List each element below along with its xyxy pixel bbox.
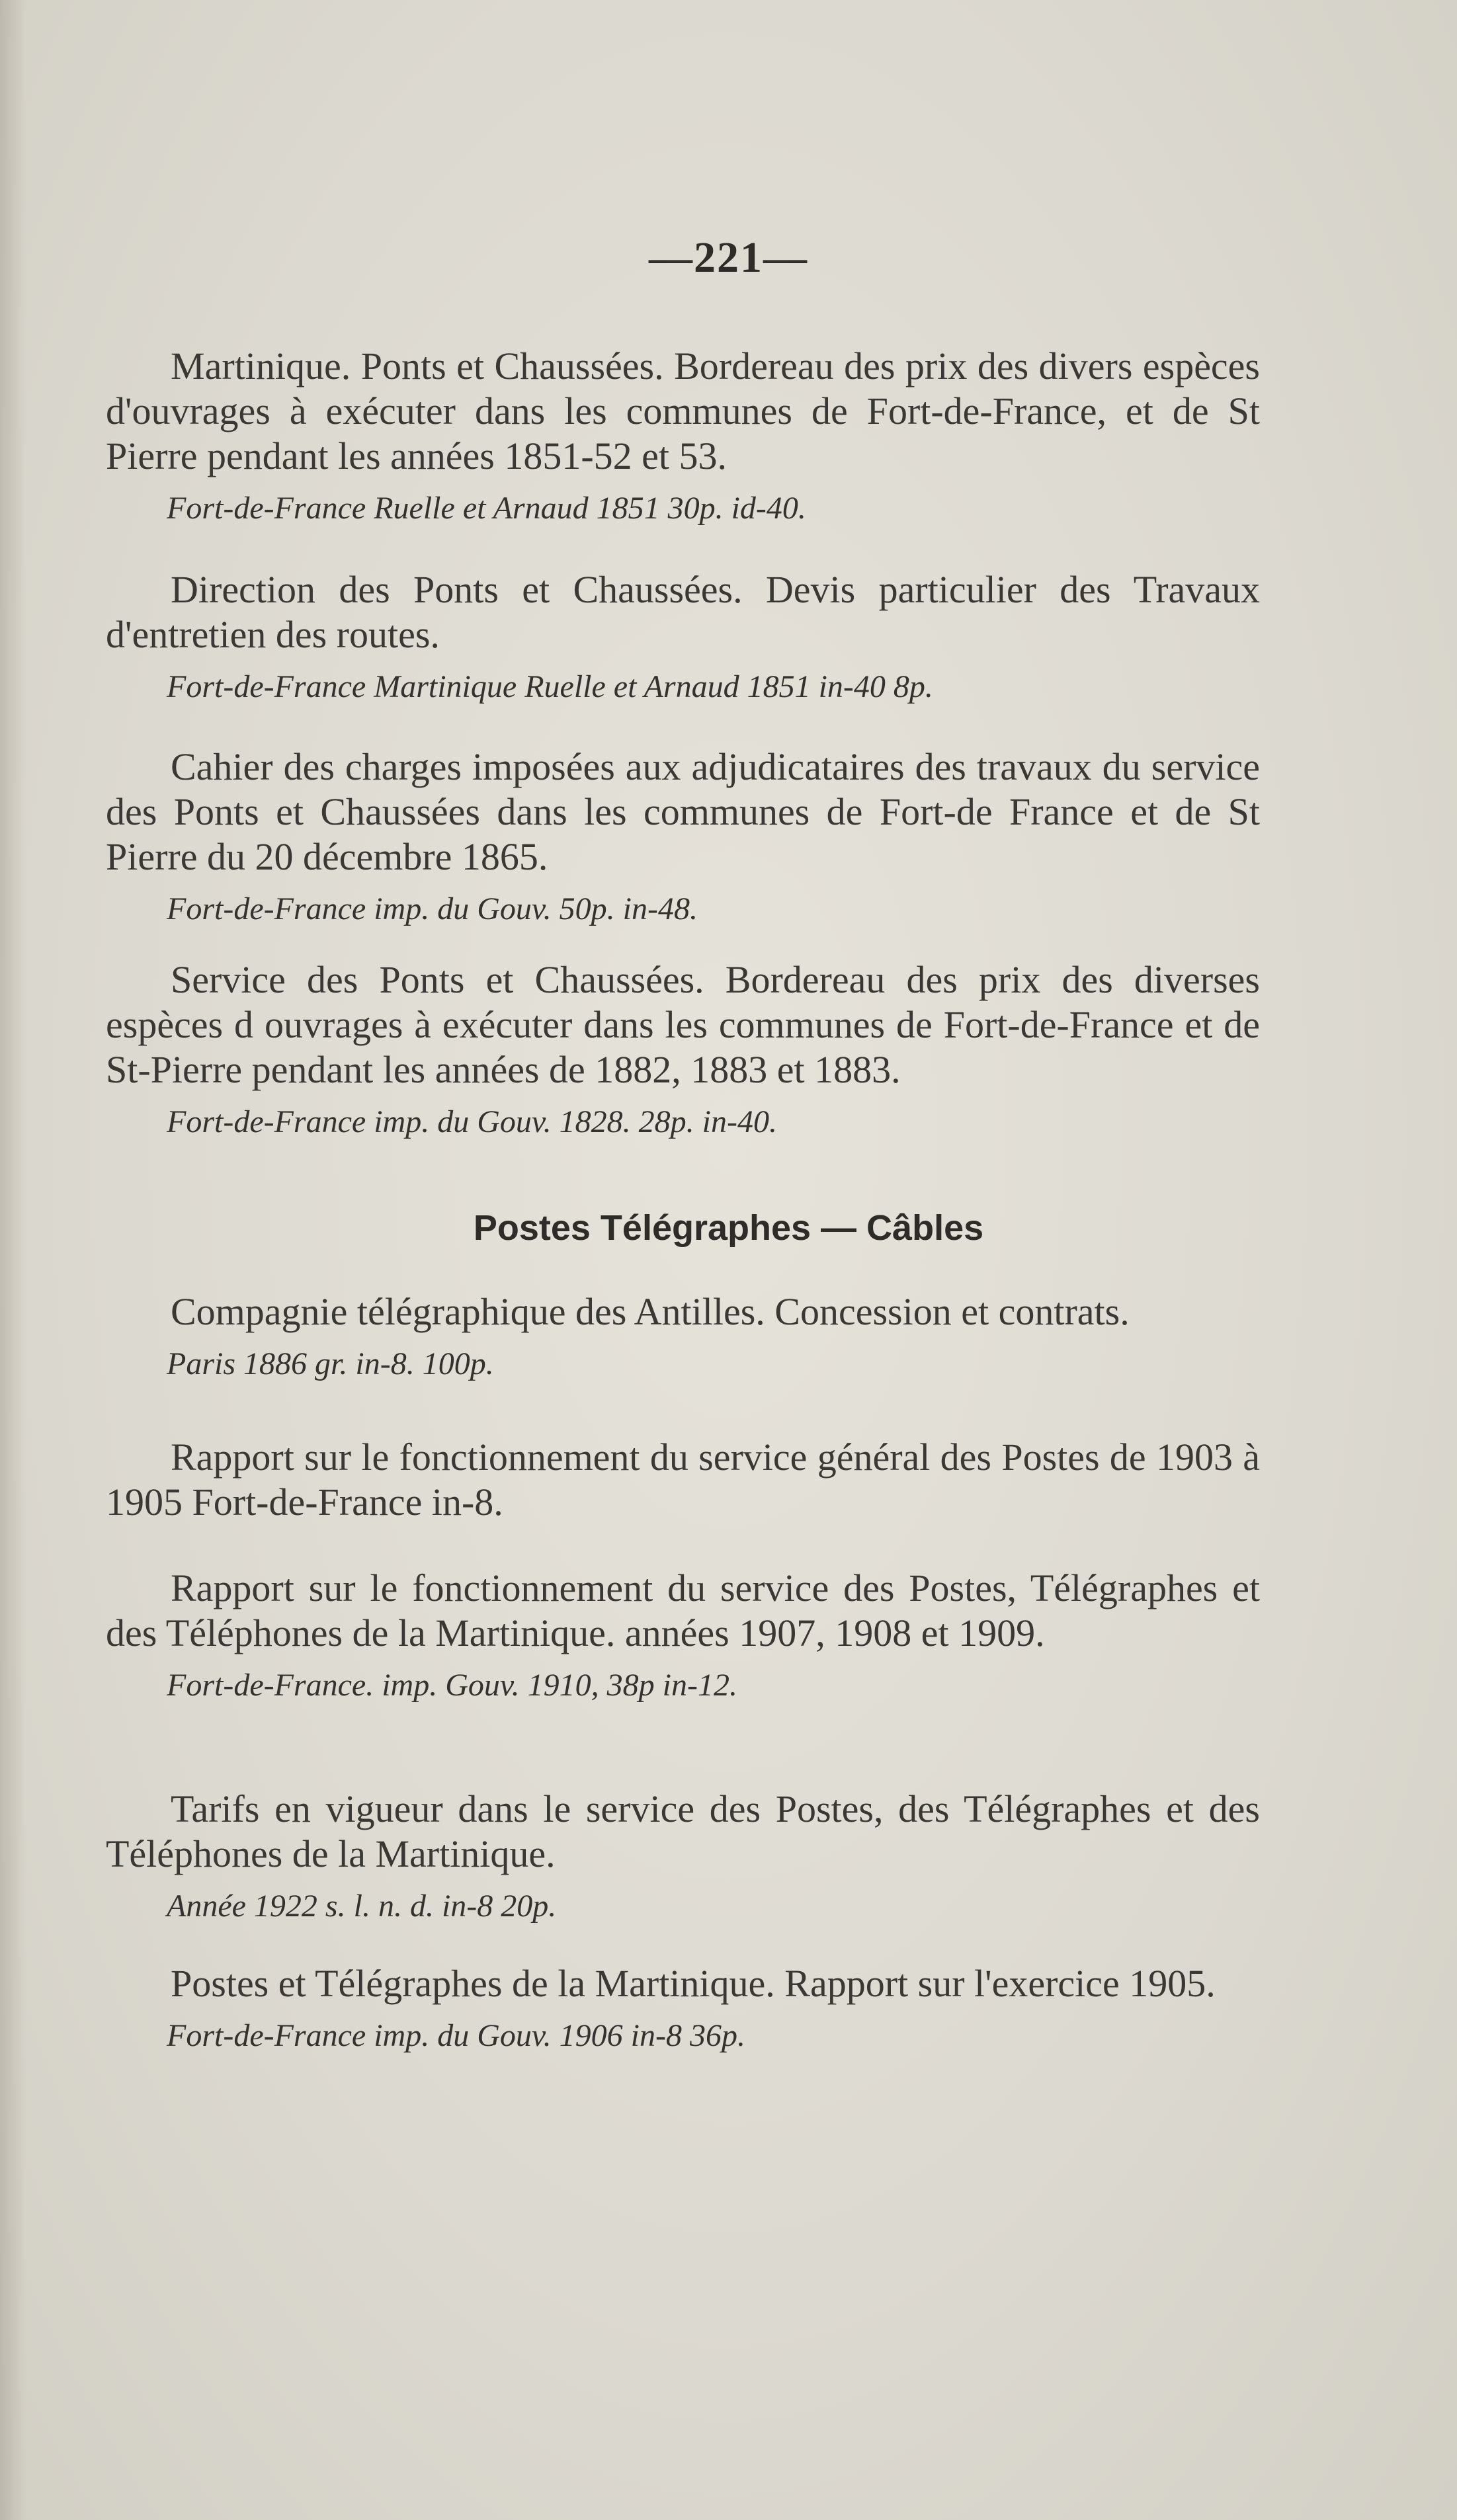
bibliography-entry xyxy=(106,745,1260,930)
entry-description: Rapport sur le fonctionnement du service général des Postes de 1903 à 1905 Fort-de-France in-8. xyxy=(106,1436,1260,1524)
entry-imprint: Fort-de-France Martinique Ruelle et Arnaud 1851 in-40 8p. xyxy=(167,669,933,704)
entry-imprint: Paris 1886 gr. in-8. 100p. xyxy=(167,1346,494,1381)
entry-description: Martinique. Ponts et Chaussées. Bordereau des prix des divers espèces d'ouvrages à exécuter dans les communes de Fort-de-France, et de St Pierre pendant les années 1851-52 et 53. xyxy=(106,345,1260,477)
entry-description: Service des Ponts et Chaussées. Bordereau des prix des diverses espèces d ouvrages à exécuter dans les communes de Fort-de-France et de St-Pierre pendant les années de 1882, 1883 et 1883. xyxy=(106,958,1260,1091)
entry-imprint: Fort-de-France imp. du Gouv. 50p. in-48. xyxy=(167,891,698,926)
section-heading: Postes Télégraphes — Câbles xyxy=(473,1208,984,1248)
entry-description: Direction des Ponts et Chaussées. Devis particulier des Travaux d'entretien des routes. xyxy=(106,568,1260,656)
bibliography-entry xyxy=(106,1435,1260,1525)
entry-imprint: Année 1922 s. l. n. d. in-8 20p. xyxy=(167,1889,557,1924)
bibliography-entry xyxy=(106,344,1260,529)
entry-description: Rapport sur le fonctionnement du service des Postes, Télégraphes et des Téléphones de la Martinique. années 1907, 1908 et 1909. xyxy=(106,1566,1260,1654)
bibliography-entry xyxy=(106,567,1260,708)
bibliography-entry xyxy=(106,1289,1260,1385)
entry-description: Compagnie télégraphique des Antilles. Concession et contrats. xyxy=(171,1290,1130,1333)
bibliography-entry xyxy=(106,957,1260,1143)
bibliography-entry xyxy=(106,1787,1260,1927)
bibliography-entry xyxy=(106,1961,1260,2056)
entry-imprint: Fort-de-France. imp. Gouv. 1910, 38p in-12. xyxy=(167,1668,737,1703)
entry-imprint: Fort-de-France imp. du Gouv. 1906 in-8 36p. xyxy=(167,2018,745,2053)
entry-imprint: Fort-de-France imp. du Gouv. 1828. 28p. in-40. xyxy=(167,1104,777,1139)
entry-description: Tarifs en vigueur dans le service des Postes, des Télégraphes et des Téléphones de la Martinique. xyxy=(106,1787,1260,1875)
entry-imprint: Fort-de-France Ruelle et Arnaud 1851 30p. id-40. xyxy=(167,491,806,526)
entry-description: Cahier des charges imposées aux adjudicataires des travaux du service des Ponts et Chaussées dans les communes de Fort-de France et de St Pierre du 20 décembre 1865. xyxy=(106,745,1260,878)
page-edge-shadow xyxy=(0,0,26,2520)
page-number: —221— xyxy=(649,233,808,282)
bibliography-entry xyxy=(106,1566,1260,1706)
entry-description: Postes et Télégraphes de la Martinique. Rapport sur l'exercice 1905. xyxy=(171,1962,1216,2005)
